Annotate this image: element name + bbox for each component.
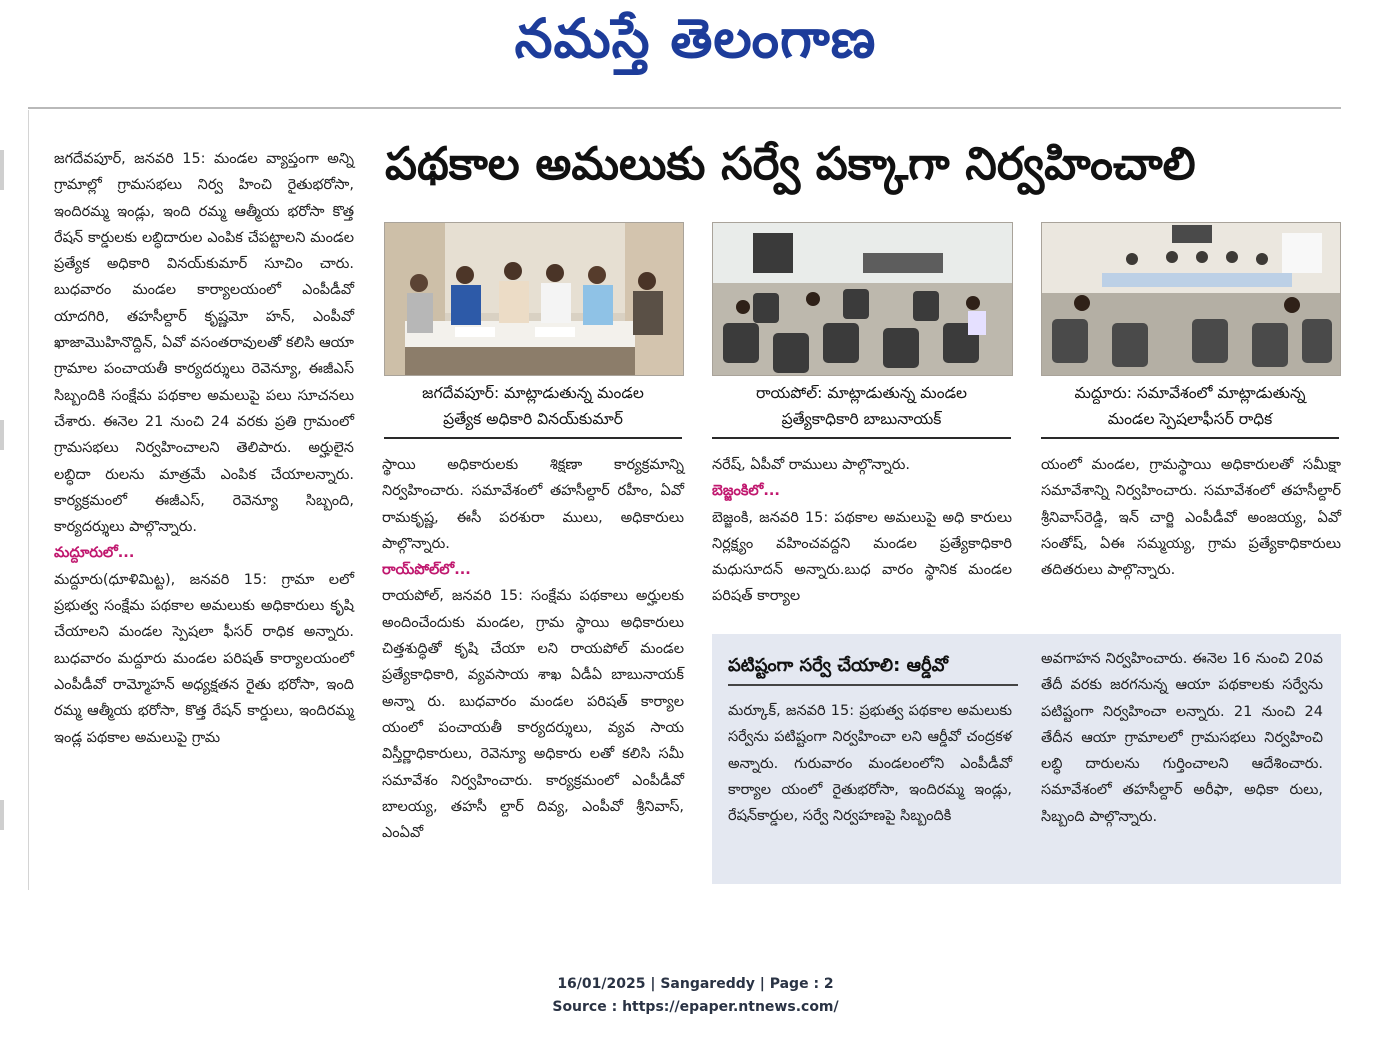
article-column-4 xyxy=(1041,452,1341,583)
article-headline: పథకాల అమలుకు సర్వే పక్కాగా నిర్వహించాలి xyxy=(385,137,1196,190)
column-2-subhead: రాయ్‌పోల్‌లో... xyxy=(382,562,471,579)
photo-3-caption-line-1: మద్దూరు: సమావేశంలో మాట్లాడుతున్న xyxy=(1074,384,1306,402)
margin-mark xyxy=(0,150,4,190)
sidebar-headline-rule xyxy=(728,684,1018,686)
column-2-paragraph-1: స్థాయి అధికారులకు శిక్షణా కార్యక్రమాన్ని నిర్వహించారు. సమావేశంలో తహసీల్దార్ రహీం, ఏవో రామకృష్ణ, ఈసీ పరశురా ములు, అధికారులు పాల్గొన్నారు. xyxy=(382,457,684,552)
sidebar-paragraph-1: మర్కూక్, జనవరి 15: ప్రభుత్వ పథకాల అమలుకు సర్వేను పటిష్టంగా నిర్వహించా లని ఆర్డీవో చంద్రకళ అన్నారు. గురువారం మండలంలోని ఎంపీడీవో కార్యాల యంలో రైతుభరోసా, ఇందిరమ్మ ఇండ్లు, రేషన్‌కార్డుల, సర్వే నిర్వహణపై సిబ్బందికి xyxy=(728,703,1012,825)
caption-underline xyxy=(384,437,682,439)
footer-source-link[interactable]: Source : https://epaper.ntnews.com/ xyxy=(552,999,839,1015)
column-3-subhead: బెజ్జంకిలో... xyxy=(712,483,780,500)
column-2-paragraph-2: రాయపోల్, జనవరి 15: సంక్షేమ పథకాలు అర్హులకు అందించేందుకు మండల, గ్రామ స్థాయి అధికారులు చిత్తశుద్ధితో కృషి చేయా లని రాయపోల్ మండల ప్రత్యేకాధికారి, వ్యవసాయ శాఖ ఏడీఏ బాబునాయక్ అన్నా రు. బుధవారం మండల పరిషత్ కార్యాల యంలో పంచాయతీ కార్యదర్శులు, వ్యవ సాయ విస్తీర్ణాధికారులు, రెవెన్యూ అధికారు లతో కలిసి సమీ సమావేశం నిర్వహించారు. కార్యక్రమంలో ఎంపీడీవో బాలయ్య, తహసీ ల్దార్ దివ్య, ఎంపీవో శ్రీనివాస్, ఎంఏవో xyxy=(382,588,684,842)
photo-2-caption-line-2: ప్రత్యేకాధికారి బాబునాయక్ xyxy=(781,410,942,428)
sidebar-paragraph-2: అవగాహన నిర్వహించారు. ఈనెల 16 నుంచి 20వ తేదీ వరకు జరగనున్న ఆయా పథకాలకు సర్వేను పటిష్టంగా నిర్వహించా లన్నారు. 21 నుంచి 24 తేదీన ఆయా గ్రామాలలో గ్రామసభలు నిర్వహించి లబ్ధి దారులను గుర్తించాలని ఆదేశించారు. సమావేశంలో తహసీల్దార్ అరీఫా, అధికా రులు, సిబ్బంది పాల్గొన్నారు. xyxy=(1041,651,1323,825)
footer-date-edition: 16/01/2025 | Sangareddy | Page : 2 xyxy=(557,976,834,992)
photo-3-caption xyxy=(1041,380,1339,432)
article-column-1 xyxy=(54,146,354,751)
photo-1-caption-line-1: జగదేవపూర్: మాట్లాడుతున్న మండల xyxy=(422,384,644,402)
photo-2-caption-line-1: రాయపోల్: మాట్లాడుతున్న మండల xyxy=(755,384,968,402)
margin-mark xyxy=(0,800,4,830)
caption-underline xyxy=(1041,437,1339,439)
masthead-logo: నమస్తే తెలంగాణ xyxy=(514,7,877,70)
masthead-divider xyxy=(28,107,1341,109)
photo-2-caption xyxy=(712,380,1011,432)
column-3-paragraph-2: బెజ్జంకి, జనవరి 15: పథకాల అమలుపై అధి కారులు నిర్లక్ష్యం వహించవద్దని మండల ప్రత్యేకాధికారి మధుసూదన్ అన్నారు.బుధ వారం స్థానిక మండల పరిషత్ కార్యాల xyxy=(712,509,1012,605)
photo-3-caption-line-2: మండల స్పెషలాఫీసర్ రాధిక xyxy=(1107,410,1273,428)
column-3-paragraph-1: నరేష్, ఏపీవో రాములు పాల్గొన్నారు. xyxy=(712,457,911,473)
article-column-3 xyxy=(712,452,1012,610)
photo-maddur-meeting xyxy=(1041,222,1341,376)
column-4-paragraph-1: యంలో మండల, గ్రామస్థాయి అధికారులతో సమీక్షా సమావేశాన్ని నిర్వహించారు. సమావేశంలో తహసీల్దార్ శ్రీనివాస్‌రెడ్డి, ఇన్ చార్జి ఎంపీడీవో అంజయ్య, ఏవో సంతోష్, ఏఈ సమ్మయ్య, గ్రామ ప్రత్యేకాధికారులు తదితరులు పాల్గొన్నారు. xyxy=(1041,457,1341,579)
photo-1-caption xyxy=(384,380,682,432)
margin-mark xyxy=(0,420,4,450)
column-1-paragraph-1: జగదేవపూర్, జనవరి 15: మండల వ్యాప్తంగా అన్ని గ్రామాల్లో గ్రామసభలు నిర్వ హించి రైతుభరోసా, ఇందిరమ్మ ఇండ్లు, ఇంది రమ్మ ఆత్మీయ భరోసా కొత్త రేషన్ కార్డులకు లబ్ధిదారుల ఎంపిక చేపట్టాలని మండల ప్రత్యేక అధికారి వినయ్‌కుమార్ సూచిం చారు. బుధవారం మండల కార్యాలయంలో ఎంపీడీవో యాదగిరి, తహసీల్దార్ కృష్ణమో హన్, ఎంపీవో ఖాజామొహినొద్దిన్, ఏవో వసంతరావులతో కలిసి ఆయా గ్రామాల పంచాయతీ కార్యదర్శులు రెవెన్యూ, ఈజీఎస్ సిబ్బందికి సంక్షేమ పథకాల అమలుపై పలు సూచనలు చేశారు. ఈనెల 21 నుంచి 24 వరకు ప్రతి గ్రామంలో గ్రామసభలు నిర్వహించాలని తెలిపారు. అర్హులైన లబ్ధిదా రులను మాత్రమే ఎంపిక చేయాలన్నారు. కార్యక్రమంలో ఈజీఎస్, రెవెన్యూ సిబ్బంది, కార్యదర్శులు పాల్గొన్నారు. xyxy=(54,151,354,536)
meeting-photo-illustration xyxy=(713,223,1012,375)
sidebar-column-1 xyxy=(728,698,1012,829)
page-left-rule xyxy=(28,110,29,890)
caption-underline xyxy=(712,437,1011,439)
sidebar-column-2 xyxy=(1041,646,1323,830)
photo-jagadevpur-meeting xyxy=(384,222,684,376)
photo-rayapol-meeting xyxy=(712,222,1013,376)
sidebar-headline: పటిష్టంగా సర్వే చేయాలి: ఆర్డీవో xyxy=(728,655,948,676)
column-1-paragraph-2: మద్దూరు(ధూళిమిట్ట), జనవరి 15: గ్రామా లలో ప్రభుత్వ సంక్షేమ పథకాల అమలుకు అధికారులు కృషి చేయాలని మండల స్పెషలా ఫీసర్ రాధిక అన్నారు. బుధవారం మద్దూరు మండల పరిషత్ కార్యాలయంలో ఎంపీడీవో రామ్మోహన్ అధ్యక్షతన రైతు భరోసా, ఇంది రమ్మ ఆత్మీయ భరోసా, కొత్త రేషన్ కార్డులు, ఇందిరమ్మ ఇండ్ల పథకాల అమలుపై గ్రామ xyxy=(54,571,354,746)
article-column-2 xyxy=(382,452,684,846)
photo-1-caption-line-2: ప్రత్యేక అధికారి వినయ్‌కుమార్ xyxy=(443,410,623,428)
column-1-subhead: మద్దూరులో... xyxy=(54,545,135,562)
meeting-photo-illustration xyxy=(385,223,683,375)
meeting-photo-illustration xyxy=(1042,223,1340,375)
